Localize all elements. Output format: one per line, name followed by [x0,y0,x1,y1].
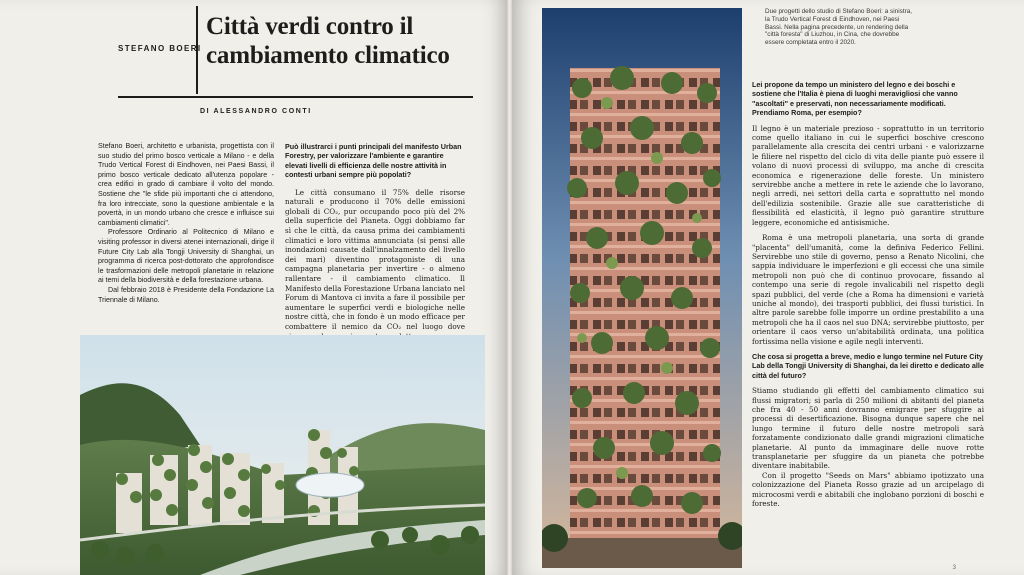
forest-city-rendering [80,335,485,575]
answer-1: Le città consumano il 75% delle risorse naturali e producono il 70% delle emissioni globali di CO₂, pur occupando poco più del 2% della superficie del Pianeta. Oggi dobbiamo far sì che le città, da causa prima dei cambiamenti climatici e loro vittima annunciata (si pensi alle inondazioni causate dall'innalzamento del livello dei mari) diventino protagoniste di una campagna planetaria per invertire - o almeno rallentare - il cambiamento climatico. Il Manifesto della Forestazione Urbana lanciato nel Forum di Mantova ci invita a fare il possibile per aumentare le superfici verdi e biologiche nelle nostre città, che in fondo è un modo efficace per combattere il nemico da CO₂ nel luogo dove [285,187,465,331]
question-3: Che cosa si progetta a breve, medio e lungo termine nel Future City Lab della Tongji University di Shanghai, da lei diretto e dedicato alle città del futuro? [752,351,984,380]
title-line: Città verdi contro il [206,13,414,40]
question-1: Può illustrarci i punti principali del manifesto Urban Forestry, per valorizzare l'ambiente e garantire elevati livelli di efficienza delle nostre attività in contesti urbani sempre più popolati? [285,142,462,180]
answer-3b: Con il progetto "Seeds on Mars" abbiamo ipotizzato una colonizzazione del Pianeta Rosso grazie ad un arcipelago di microcosmi verdi e abitabili che inglobano porzioni di boschi e foreste. [752,470,984,509]
question-2: Lei propone da tempo un ministero del legno e dei boschi e sostiene che l'Italia è piena di luoghi meravigliosi che vanno "ascoltati" e preservati, non necessariamente modificati. Prendiamo Roma, per esempio? [752,80,958,118]
trudo-vertical-forest-photo [542,8,742,568]
page-number: 3 [952,565,956,571]
answer-3a: Stiamo studiando gli effetti del cambiamento climatico sui flussi migratori; si parla di 250 milioni di abitanti del pianeta che fra 40 - 50 anni dovranno emigrare per sfuggire ai processi di desertificazione. Bisogna dunque sapere che nel lungo termine il futuro delle nostre metropoli sarà forzatamente condizionato dalle grandi migrazioni climatiche planetarie. Al punto da immaginare delle nuove rotte transplanetarie per sfuggire da un pianeta che potrebbe diventare inabitabile. [752,386,984,471]
title-line: cambiamento climatico [206,42,450,69]
photo-caption: Due progetti dello studio di Stefano Boeri: a sinistra, la Trudo Vertical Forest di Eindhoven, nei Paesi Bassi. Nella pagina precedente, un rendering della "città foresta" di Liuzhou, in Cina, che dovrebbe essere completata entro il 2020. [765,8,913,47]
header-horizontal-rule [118,96,473,98]
vertical-forest-image [542,8,742,568]
author-tag: STEFANO BOERI [118,44,202,53]
forest-city-image [80,335,485,575]
answer-2b: Roma è una metropoli planetaria, una sorta di grande "placenta" dell'umanità, come la definiva Federico Fellini. Servirebbe uno stile di governo, penso a Renato Nicolini, che sappia individuare le imperfezioni e gli eccessi che una simile metropoli non può che di continuo provocare, fissando al contempo una serie di regole invalicabili nel rispetto degli spazi pubblici, del verde (che a Roma ha dimensioni e varietà uniche al mondo), dei trasporti pubblici, dei flussi turistici. In altre parole sarebbe folle imporre un ordine prestabilito a una metropoli che ha il caos nel suo DNA; servirebbe piuttosto, per orientare il caos verso un'abitabilità ordinata, una politica fortissima nella visione e agile negli interventi. [752,233,984,346]
byline: DI ALESSANDRO CONTI [200,108,312,115]
answer-2a: Il legno è un materiale prezioso - soprattutto in un territorio come quello italiano in cui le superfici boschive crescono parallelamente alla crescita dei centri urbani - e valorizzarne le filiere nel rispetto del ciclo di vita delle piante può essere il volano di nuovi processi di sviluppo, ma anche di crescita economica e rigenerazione delle foreste. Un ministero servirebbe anche a mettere in rete le aziende che lo lavorano, negli arredi, nei settori della carta e soprattutto nel mondo dell'edilizia sostenibile. Grazie alle sue caratteristiche di flessibilità ed elasticità, il legno può garantire strutture leggere, economiche ed antisismiche. [752,123,984,227]
left-page [0,0,510,575]
bio-paragraph: Professore Ordinario al Politecnico di Milano e visiting professor in diversi atenei internazionali, dirige il Future City Lab alla Tongji University di Shanghai, un programma di ricerca post-dottorato che approfondisce le trasformazioni delle metropoli planetarie in relazione ai temi della biodiversità e della forestazione urbana. [98,228,274,285]
bio-paragraph: Dal febbraio 2018 è Presidente della Fondazione La Triennale di Milano. [98,285,274,304]
bio-paragraph: Stefano Boeri, architetto e urbanista, progettista con il suo studio del primo bosco verticale a Milano - e della Trudo Vertical Forest di Eindhoven, nei Paesi Bassi, il primo bosco verticale dedicato all'utenza popolare - crea edifici in grado di cambiare il volto del mondo. Sostiene che "le sfide più importanti che ci attendono, fra loro intrecciate, sono la questione ambientale e la povertà, in un mondo urbano che cresce e influisce sui cambiamenti climatici". [98,142,274,227]
bio-column [98,142,274,305]
right-page [512,0,1024,575]
interview-column-1 [285,142,465,341]
article-title [206,12,486,70]
interview-column-2 [752,80,984,508]
